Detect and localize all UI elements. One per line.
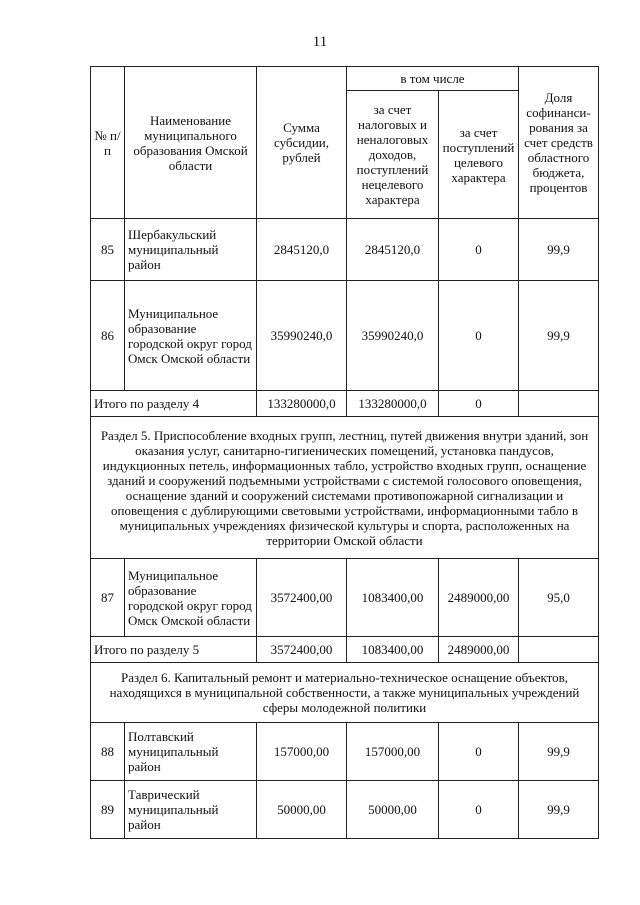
row-share: 99,9 <box>519 219 599 281</box>
row-num: 89 <box>91 781 125 839</box>
row-share: 95,0 <box>519 559 599 637</box>
row-num: 88 <box>91 723 125 781</box>
row-num: 86 <box>91 281 125 391</box>
row-sum: 2845120,0 <box>257 219 347 281</box>
row-name: Муниципальное образование городской округ город Омск Омской области <box>125 281 257 391</box>
section-row <box>91 663 599 723</box>
row-name: Полтавский муниципальный район <box>125 723 257 781</box>
row-tax: 157000,00 <box>347 723 439 781</box>
row-num: 87 <box>91 559 125 637</box>
total-tax: 1083400,00 <box>347 637 439 663</box>
table-row <box>91 559 599 637</box>
table-row <box>91 723 599 781</box>
subsidy-table <box>90 66 599 839</box>
total-row <box>91 637 599 663</box>
row-sum: 3572400,00 <box>257 559 347 637</box>
total-sum: 3572400,00 <box>257 637 347 663</box>
row-share: 99,9 <box>519 281 599 391</box>
row-target: 2489000,00 <box>439 559 519 637</box>
total-label: Итого по разделу 5 <box>91 637 257 663</box>
row-target: 0 <box>439 281 519 391</box>
row-sum: 50000,00 <box>257 781 347 839</box>
section-row <box>91 417 599 559</box>
table-row <box>91 281 599 391</box>
row-name: Таврический муниципальный район <box>125 781 257 839</box>
row-name: Муниципальное образованиe городской округ город Омск Омской области <box>125 559 257 637</box>
total-target: 0 <box>439 391 519 417</box>
row-target: 0 <box>439 219 519 281</box>
table-row <box>91 781 599 839</box>
row-sum: 35990240,0 <box>257 281 347 391</box>
header-including: в том числе <box>347 67 519 91</box>
row-target: 0 <box>439 723 519 781</box>
page-number: 11 <box>312 34 328 50</box>
row-share: 99,9 <box>519 781 599 839</box>
row-target: 0 <box>439 781 519 839</box>
header-share: Доля софинанси-рования за счет средств областного бюджета, процентов <box>519 67 599 219</box>
row-tax: 1083400,00 <box>347 559 439 637</box>
header-tax: за счет налоговых и неналоговых доходов, поступлений нецелевого характера <box>347 91 439 219</box>
header-target: за счет поступлений целевого характера <box>439 91 519 219</box>
row-name: Шербакульский муниципальный район <box>125 219 257 281</box>
header-num: № п/п <box>91 67 125 219</box>
section-6-title: Раздел 6. Капитальный ремонт и материально-техническое оснащение объектов, находящихся в муниципальной собственности, а также муниципальных учреждений сферы молодежной политики <box>91 663 599 723</box>
row-tax: 2845120,0 <box>347 219 439 281</box>
total-sum: 133280000,0 <box>257 391 347 417</box>
total-tax: 133280000,0 <box>347 391 439 417</box>
section-5-title: Раздел 5. Приспособление входных групп, лестниц, путей движения внутри зданий, зон оказания услуг, санитарно-гигиенических помещений, установка пандусов, индукционных петель, информационных табло, устройство входных групп, оснащение зданий и сооружений подъемными устройствами с системой голосового оповещения, оснащение зданий и сооружений системами противопожарной сигнализации и оповещения с дублирующими световыми устройствами, информационными табло в муниципальных учреждениях физической культуры и спорта, расположенных на территории Омской области <box>91 417 599 559</box>
header-sum: Сумма субсидии, рублей <box>257 67 347 219</box>
total-label: Итого по разделу 4 <box>91 391 257 417</box>
row-share: 99,9 <box>519 723 599 781</box>
header-name: Наименование муниципального образования Омской области <box>125 67 257 219</box>
total-target: 2489000,00 <box>439 637 519 663</box>
row-tax: 50000,00 <box>347 781 439 839</box>
table-row <box>91 219 599 281</box>
total-row <box>91 391 599 417</box>
total-share <box>519 637 599 663</box>
row-num: 85 <box>91 219 125 281</box>
row-tax: 35990240,0 <box>347 281 439 391</box>
row-sum: 157000,00 <box>257 723 347 781</box>
total-share <box>519 391 599 417</box>
